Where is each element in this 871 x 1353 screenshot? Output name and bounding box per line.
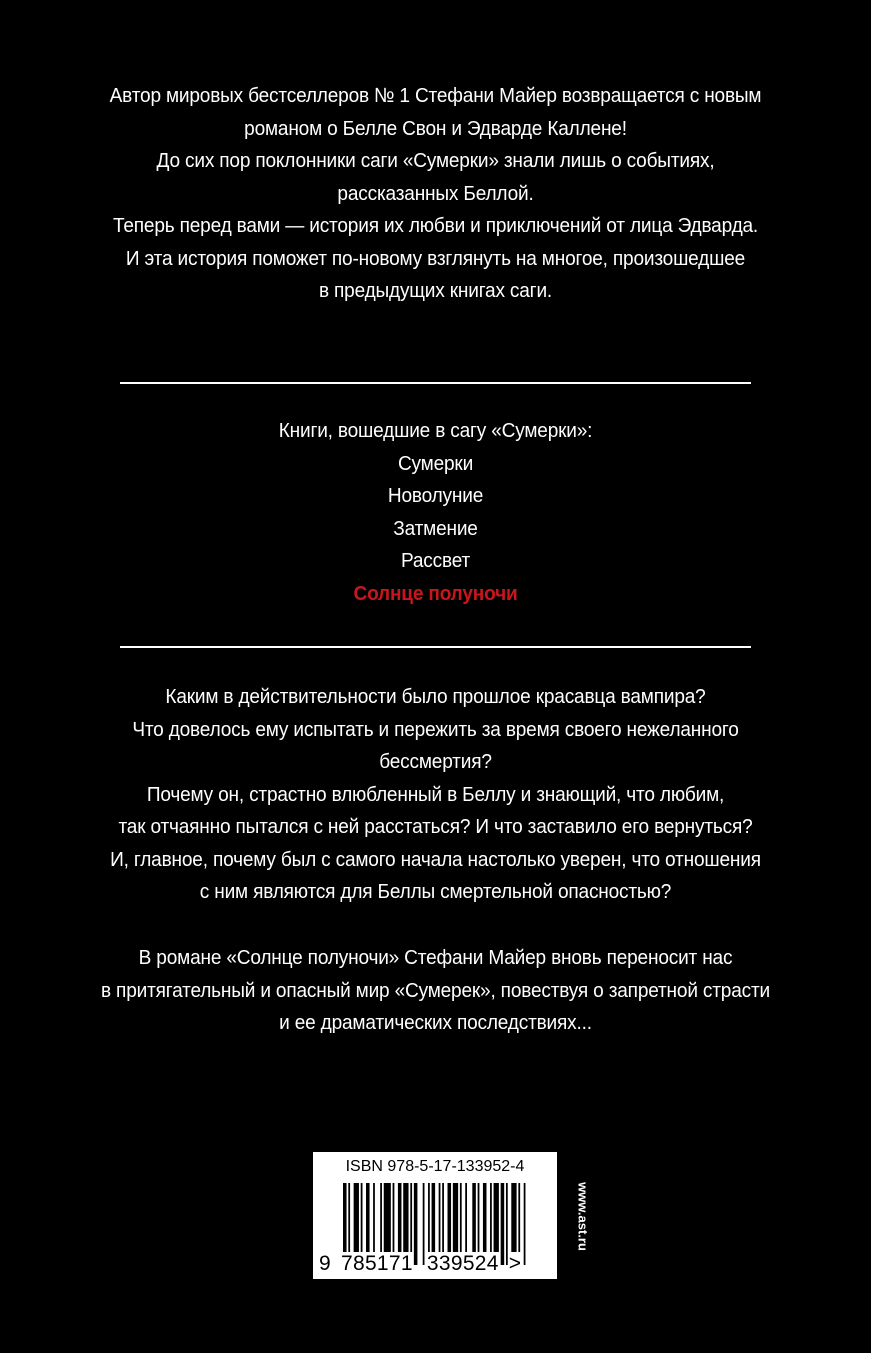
intro-line: Автор мировых бестселлеров № 1 Стефани Майер возвращается с новым [109, 84, 762, 107]
book-title-highlight: Солнце полуночи [353, 581, 518, 605]
book-title: Сумерки [397, 451, 474, 475]
publisher-website [574, 1175, 592, 1261]
question-line: с ним являются для Беллы смертельной опасностью? [199, 880, 672, 903]
saga-heading: Книги, вошедшие в сагу «Сумерки»: [278, 419, 593, 442]
intro-text [30, 80, 840, 308]
intro-line: в предыдущих книгах саги. [318, 279, 553, 302]
isbn-label: ISBN 978-5-17-133952-4 [345, 1158, 525, 1175]
questions-text [30, 681, 840, 909]
barcode-digit-first: 9 [319, 1252, 331, 1275]
question-line: Почему он, страстно влюбленный в Беллу и знающий, что любим, [146, 782, 725, 806]
book-title: Новолуние [387, 484, 484, 507]
barcode-digit-tail: > [508, 1252, 522, 1275]
barcode-digit-group-2: 339524 [426, 1252, 499, 1275]
question-line: Что довелось ему испытать и пережить за время своего нежеланного [132, 717, 739, 741]
book-title: Рассвет [400, 549, 471, 572]
closing-text [30, 942, 840, 1040]
isbn-barcode [313, 1152, 557, 1279]
question-line: так отчаянно пытался с ней расстаться? И что заставило его вернуться? [118, 815, 753, 838]
barcode-digit-group-1: 785171 [340, 1252, 413, 1275]
website-label: www.ast.ru [575, 1182, 591, 1251]
question-line: И, главное, почему был с самого начала настолько уверен, что отношения [110, 847, 761, 871]
intro-line: Теперь перед вами — история их любви и приключений от лица Эдварда. [112, 214, 759, 237]
question-line: Каким в действительности было прошлое красавца вампира? [165, 685, 706, 708]
closing-line: в притягательный и опасный мир «Сумерек», повествуя о запретной страсти [101, 978, 770, 1002]
question-line: бессмертия? [379, 750, 492, 773]
intro-line: До сих пор поклонники саги «Сумерки» знали лишь о событиях, [156, 149, 715, 172]
book-title: Затмение [393, 516, 478, 540]
barcode-digits [319, 1252, 555, 1276]
closing-line: В романе «Солнце полуночи» Стефани Майер вновь переносит нас [138, 946, 733, 969]
saga-books-list [30, 415, 840, 610]
intro-line: романом о Белле Свон и Эдварде Каллене! [244, 116, 627, 140]
intro-line: рассказанных Беллой. [337, 181, 534, 205]
closing-line: и ее драматических последствиях... [279, 1011, 592, 1034]
divider-top [120, 382, 751, 384]
divider-bottom [120, 646, 751, 648]
intro-line: И эта история поможет по-новому взглянуть на многое, произошедшее [125, 246, 746, 270]
